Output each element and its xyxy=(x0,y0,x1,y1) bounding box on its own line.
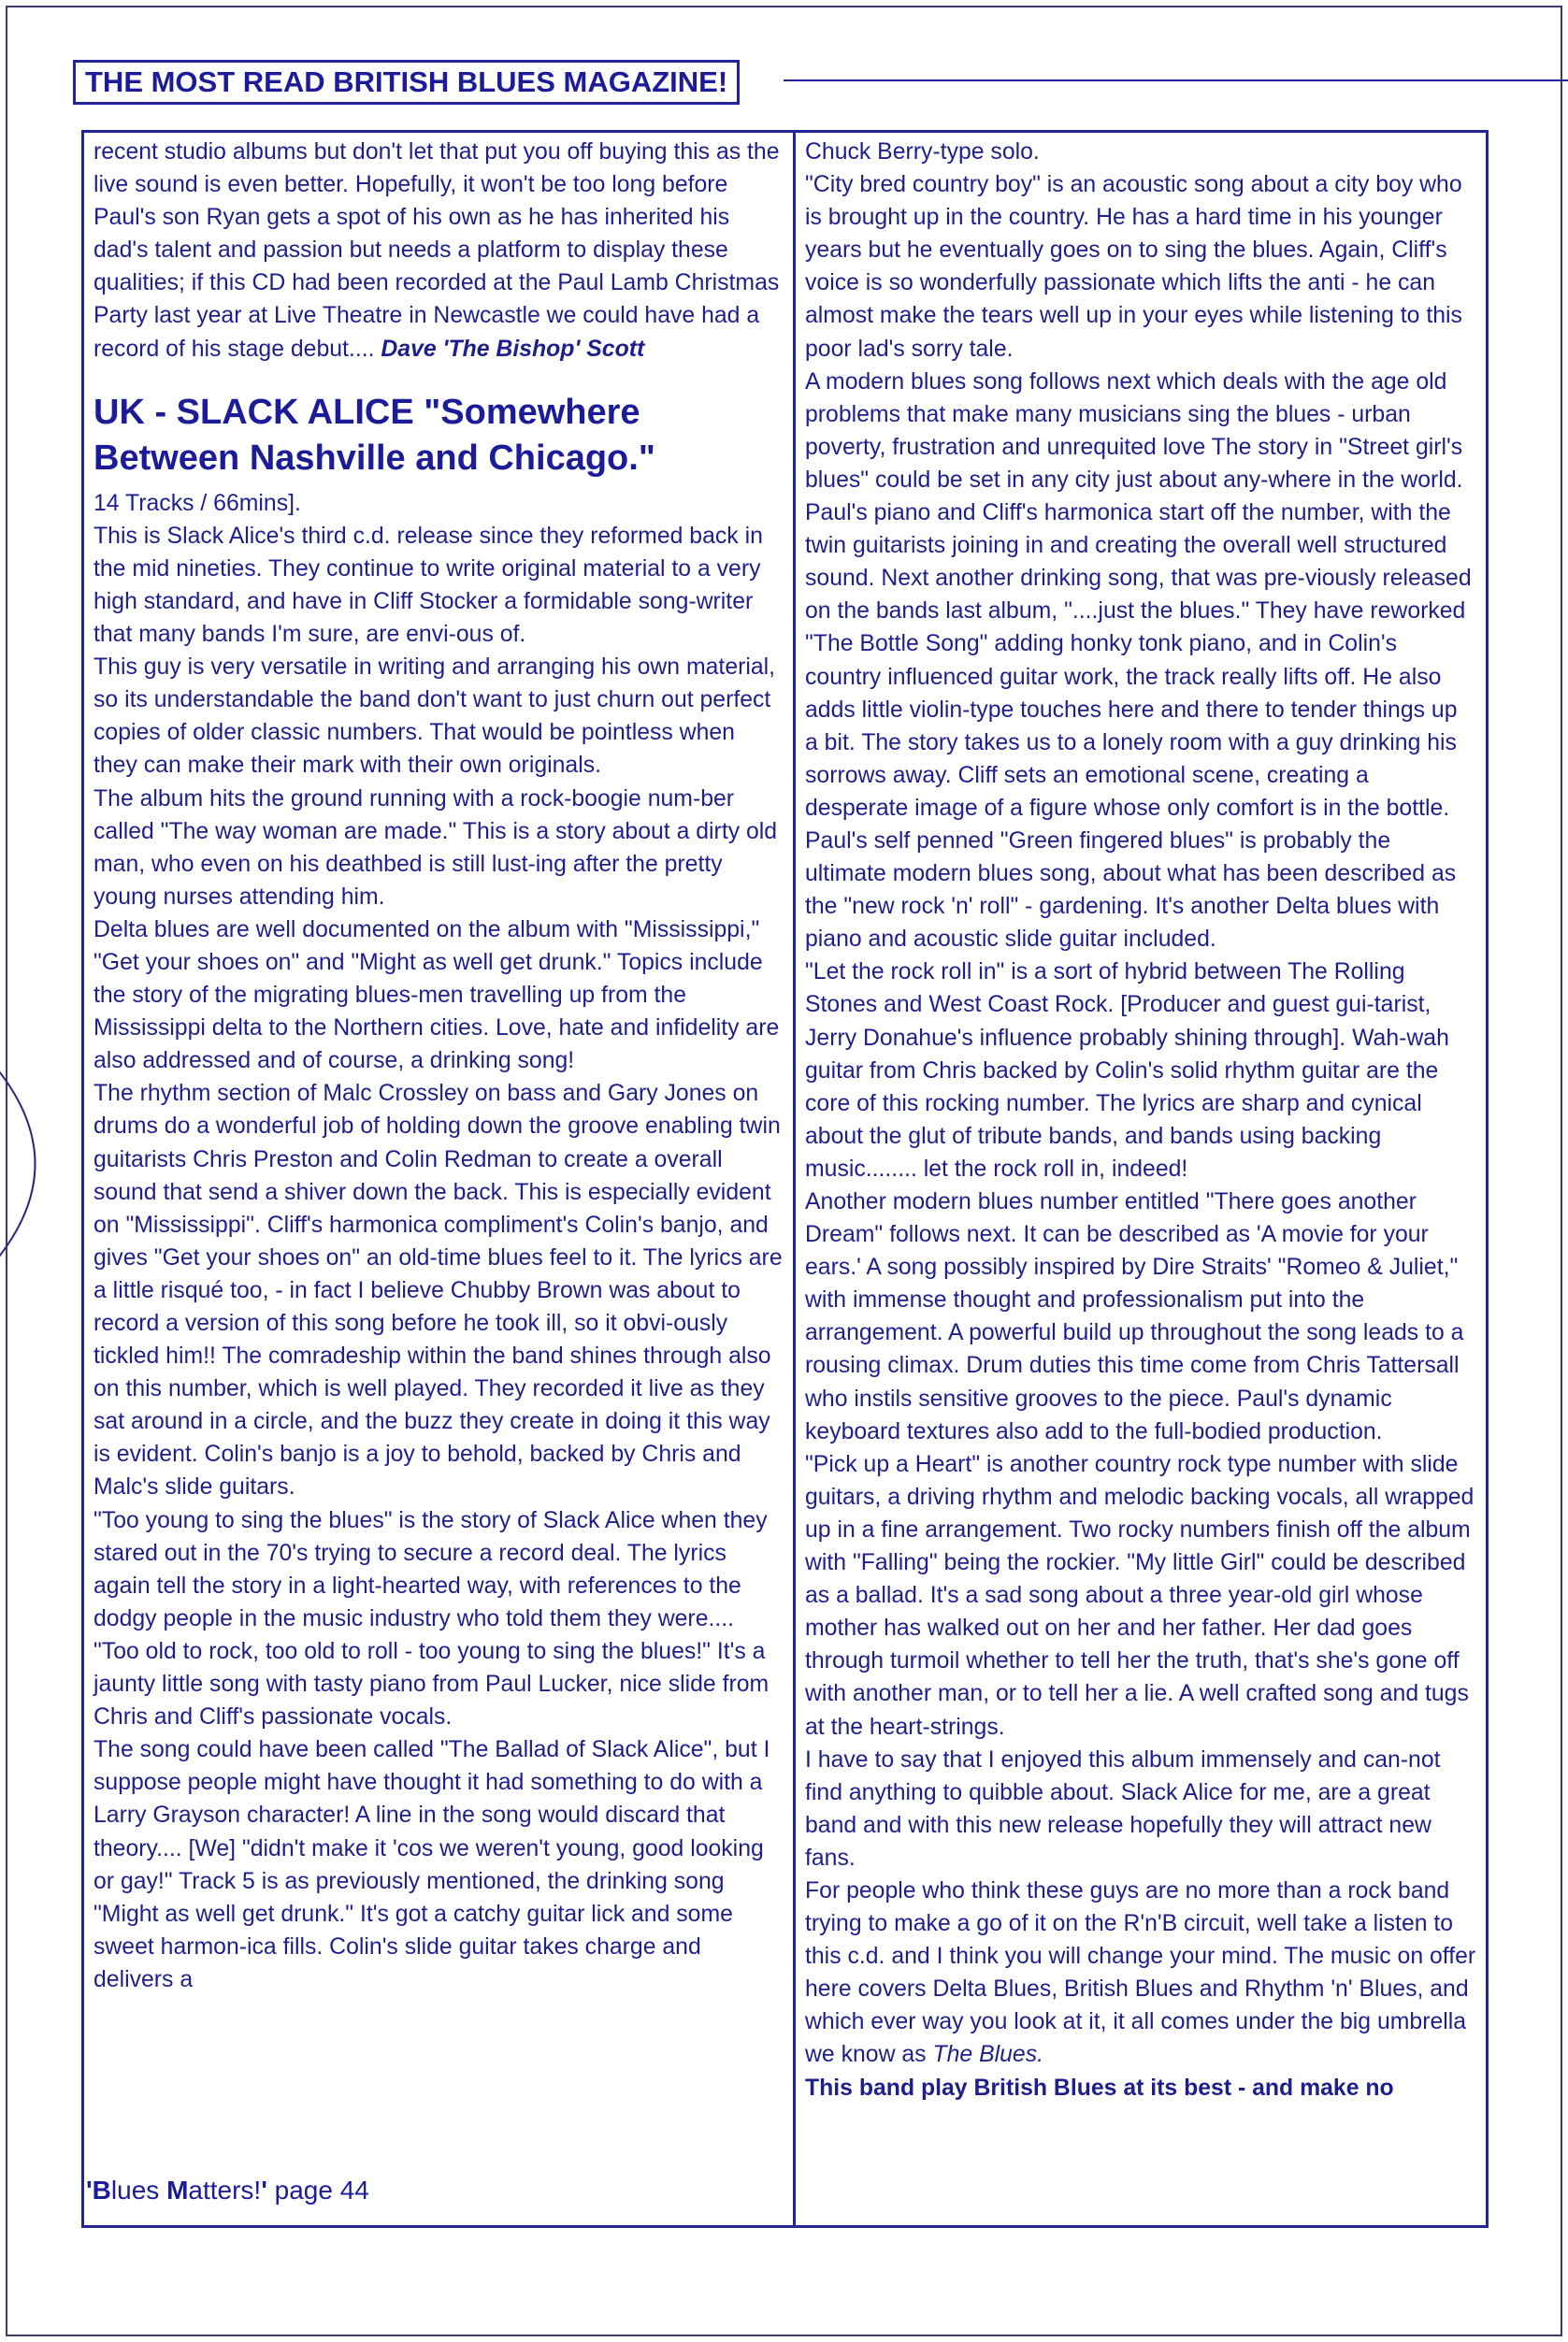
banner-rule xyxy=(784,79,1568,81)
footer-m: M xyxy=(166,2176,189,2205)
right-paragraph: Paul's piano and Cliff's harmonica start off the number, with the twin guitarists joining in and creating the overall well structured sound. Next another drinking song, that was pre-viously released on the bands last album, "....just the blues." They have reworked "The Bottle Song" adding honky tonk piano, and in Colin's country influenced guitar work, the track really lifts off. He also adds little violin-type touches here and there to tender things up a bit. The story takes us to a lonely room with a guy drinking his sorrows away. Cliff sets an emotional scene, creating a desperate image of a figure whose only comfort is in the bottle. xyxy=(805,500,1472,821)
footer-quote-open: ' xyxy=(86,2176,93,2205)
left-paragraph: Delta blues are well documented on the album with "Mississippi," "Get your shoes on" and "Might as well get drunk." Topics include the story of the migrating blues-men travelling up from the Mississippi delta to the Northern cities. Love, hate and infidelity are also addressed and of course, a drinking song! xyxy=(94,916,780,1074)
final-paragraph-italic: The Blues. xyxy=(932,2042,1043,2068)
left-paragraph: 14 Tracks / 66mins]. xyxy=(94,490,301,516)
right-paragraph: "Pick up a Heart" is another country rock type number with slide guitars, a driving rhythm and melodic backing vocals, all wrapped up in a fine arrangement. Two rocky numbers finish off the album with "Falling" being the rockier. "My little Girl" could be described as a ballad. It's a sad song about a three year-old girl whose mother has walked out on her and her father. Her dad goes through turmoil whether to tell her the truth, that's she's gone off with another man, or to tell her a lie. A well crafted song and tugs at the heart-strings. xyxy=(805,1451,1474,1740)
closing-bold-line: This band play British Blues at its best - and make no xyxy=(805,2075,1394,2101)
footer-quote-close: ' xyxy=(261,2176,267,2205)
left-paragraph: The rhythm section of Malc Crossley on bass and Gary Jones on drums do a wonderful job of holding down the groove enabling twin guitarists Chris Preston and Colin Redman to create a overall sound that send a shiver down the back. This is especially evident on "Mississippi". Cliff's harmonica compliment's Colin's banjo, and gives "Get your shoes on" an old-time blues feel to it. The lyrics are a little risqué too, - in fact I believe Chubby Brown was about to record a version of this song before he took ill, so it obvi-ously tickled him!! The comradeship within the band shines through also on this number, which is well played. They recorded it live as they sat around in a circle, and the buzz they create in doing it this way is evident. Colin's banjo is a joy to behold, backed by Chris and Malc's slide guitars. xyxy=(94,1081,783,1501)
left-paragraph: This guy is very versatile in writing and arranging his own material, so its understandable the band don't want to just churn out perfect copies of older classic numbers. That would be pointless when they can make their mark with their own originals. xyxy=(94,654,776,779)
footer-atters: atters! xyxy=(188,2176,262,2205)
binding-hole-arc xyxy=(0,1056,56,1272)
left-column xyxy=(81,130,796,2228)
review-title: UK - SLACK ALICE "Somewhere Between Nashville and Chicago." xyxy=(94,392,655,478)
right-paragraph: I have to say that I enjoyed this album immensely and can-not find anything to quibble about. Slack Alice for me, are a great band and with this new release hopefully they will attract new fans. xyxy=(805,1746,1441,1871)
intro-paragraph xyxy=(94,136,784,366)
left-paragraph: The album hits the ground running with a rock-boogie num-ber called "The way woman are made." This is a story about a dirty old man, who even on his deathbed is still lust-ing after the pretty young nurses attending him. xyxy=(94,785,778,910)
right-paragraph: Another modern blues number entitled "There goes another Dream" follows next. It can be described as 'A movie for your ears.' A song possibly inspired by Dire Straits' "Romeo & Juliet," with immense thought and professionalism put into the arrangement. A powerful build up throughout the song leads to a rousing climax. Drum duties this time come from Chris Tattersall who instils sensitive grooves to the piece. Paul's dynamic keyboard textures also add to the full-bodied production. xyxy=(805,1189,1464,1444)
magazine-banner: THE MOST READ BRITISH BLUES MAGAZINE! xyxy=(73,60,740,105)
right-column xyxy=(793,130,1489,2228)
final-paragraph xyxy=(805,1875,1476,2072)
right-paragraph: Chuck Berry-type solo. xyxy=(805,139,1040,165)
intro-text: recent studio albums but don't let that put you off buying this as the live sound is even better. Hopefully, it won't be too long before Paul's son Ryan gets a spot of his own as he has inherited his dad's talent and passion but needs a platform to display these qualities; if this CD had been recorded at the Paul Lamb Christmas Party last year at Live Theatre in Newcastle we could have had a record of his stage debut.... xyxy=(94,139,780,362)
right-paragraph: "City bred country boy" is an acoustic song about a city boy who is brought up in the country. He has a hard time in his younger years but he eventually goes on to sing the blues. Again, Cliff's voice is so wonderfully passionate which lifts the anti - he can almost make the tears well up in your eyes while listening to this poor lad's sorry tale. xyxy=(805,172,1462,362)
footer-page-label: page 44 xyxy=(274,2176,369,2205)
right-paragraph: Paul's self penned "Green fingered blues" is probably the ultimate modern blues song, about what has been described as the "new rock 'n' roll" - gardening. It's another Delta blues with piano and acoustic slide guitar included. xyxy=(805,827,1457,953)
footer-lues: lues xyxy=(110,2176,167,2205)
left-paragraph: This is Slack Alice's third c.d. release since they reformed back in the mid nineties. They continue to write original material to a very high standard, and have in Cliff Stocker a formidable song-writer that many bands I'm sure, are envi-ous of. xyxy=(94,523,763,648)
left-paragraph: The song could have been called "The Ballad of Slack Alice", but I suppose people might have thought it had something to do with a Larry Grayson character! A line in the song would discard that theory.... [We] "didn't make it 'cos we weren't young, good looking or gay!" Track 5 is as previously mentioned, the drinking song "Might as well get drunk." It's got a catchy guitar lick and some sweet harmon-ica fills. Colin's slide guitar takes charge and delivers a xyxy=(94,1737,770,1992)
byline: Dave 'The Bishop' Scott xyxy=(381,336,645,362)
left-paragraph: "Too young to sing the blues" is the story of Slack Alice when they stared out in the 70's trying to secure a record deal. The lyrics again tell the story in a light-hearted way, with references to the dodgy people in the music industry who told them they were.... "Too old to rock, too old to roll - too young to sing the blues!" It's a jaunty little song with tasty piano from Paul Lucker, nice slide from Chris and Cliff's passionate vocals. xyxy=(94,1507,770,1731)
final-paragraph-text: For people who think these guys are no more than a rock band trying to make a go of it on the R'n'B circuit, well take a listen to this c.d. and I think you will change your mind. The music on offer here covers Delta Blues, British Blues and Rhythm 'n' Blues, and which ever way you look at it, it all comes under the big umbrella we know as xyxy=(805,1877,1476,2068)
page-footer xyxy=(86,2176,369,2206)
right-paragraph: "Let the rock roll in" is a sort of hybrid between The Rolling Stones and West Coast Rock. [Producer and guest gui-tarist, Jerry Donahue's influence probably shining through]. Wah-wah guitar from Chris backed by Colin's solid rhythm guitar are the core of this rocking number. The lyrics are sharp and cynical about the glut of tribute bands, and bands using backing music........ let the rock roll in, indeed! xyxy=(805,959,1449,1182)
right-paragraph: A modern blues song follows next which deals with the age old problems that make many musicians sing the blues - urban poverty, frustration and unrequited love The story in "Street girl's blues" could be set in any city just about any-where in the world. xyxy=(805,368,1463,493)
footer-b: B xyxy=(92,2176,111,2205)
